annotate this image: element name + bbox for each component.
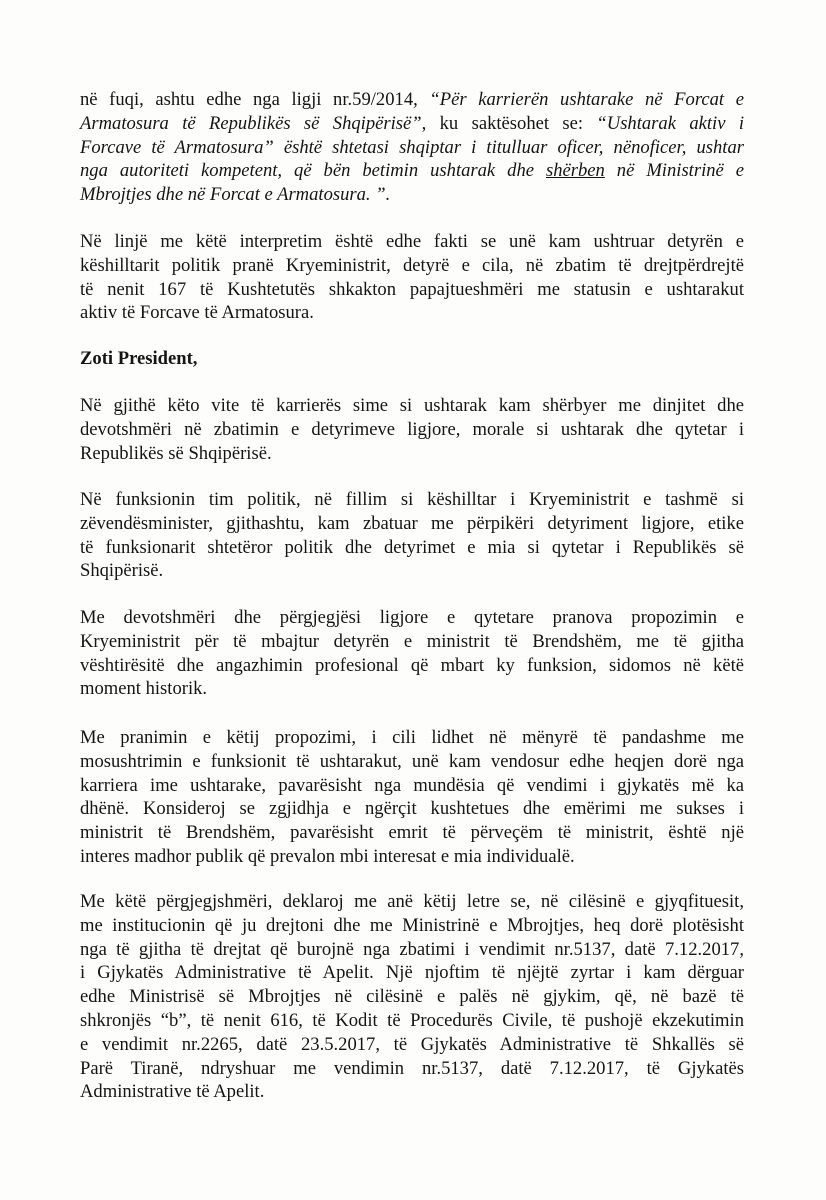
text-line: edhe Ministrisë së Mbrojtjes në cilësinë e palës në gjykim, që, në bazë të <box>80 986 744 1008</box>
text-line: këshilltarit politik pranë Kryeministrit, detyrë e cila, në zbatim të drejtpërdrejtë <box>80 254 744 276</box>
text-line: Në linjë me këtë interpretim është edhe fakti se unë kam ushtruar detyrën e <box>80 231 744 252</box>
text-line: moment historik. <box>80 678 208 700</box>
text-line: i Gjykatës Administrative të Apelit. Një njoftim të njëjtë zyrtar i kam dërguar <box>80 962 744 984</box>
definition-quote-italic: “Ushtarak aktiv i <box>596 112 744 134</box>
text-line: devotshmëri në zbatimin e detyrimeve ligjore, morale si ushtarak dhe qytetar i <box>80 418 744 440</box>
text-line: të nenit 167 të Kushtetutës shkakton papajtueshmëri me statusin e ushtarakut <box>80 278 744 300</box>
paragraph-career <box>80 394 744 465</box>
text-line: vështirësitë dhe angazhimin profesional që mbart ky funksion, sidomos në këtë <box>80 654 744 676</box>
text-run: , ku saktësohet se: <box>421 112 597 134</box>
text-line: dhënë. Konsideroj se zgjidhja e ngërçit kushtetues dhe emërimi me sukses i <box>80 798 744 820</box>
text-run: në fuqi, ashtu edhe nga ligji nr.59/2014, <box>80 89 430 110</box>
text-line: karriera ime ushtarake, pavarësisht nga mundësia që vendimi i gjykatës më ka <box>80 774 744 796</box>
salutation-heading: Zoti President, <box>80 348 198 369</box>
law-title-italic: Armatosura të Republikës së Shqipërisë” <box>80 112 422 134</box>
text-line: Shqipërisë. <box>80 560 164 582</box>
text-line: Në funksionin tim politik, në fillim si këshilltar i Kryeministrit e tashmë si <box>80 489 744 510</box>
text-line: interes madhor publik që prevalon mbi interesat e mia individualë. <box>80 845 575 867</box>
text-line <box>80 112 744 136</box>
text-line: Me devotshmëri dhe përgjegjësi ligjore e qytetare pranova propozimin e <box>80 607 744 628</box>
text-line: të funksionarit shtetëror politik dhe detyrimet e mia si qytetar i Republikës së <box>80 536 744 558</box>
text-line: mosushtrimin e funksionit të ushtarakut, unë kam vendosur edhe heqjen dorë nga <box>80 750 744 772</box>
underlined-word: shërben <box>545 160 605 182</box>
text-line: Me këtë përgjegjshmëri, deklaroj me anë këtij letre se, në cilësinë e gjyqfituesit, <box>80 891 744 912</box>
text-line: nga të gjitha të drejtat që burojnë nga zbatimi i vendimit nr.5137, datë 7.12.2017, <box>80 938 744 960</box>
text-line: Parë Tiranë, ndryshuar me vendimin nr.5137, datë 7.12.2017, të Gjykatës <box>80 1057 744 1079</box>
text-line: shkronjës “b”, të nenit 616, të Kodit të Procedurës Civile, të pushojë ekzekutimin <box>80 1009 744 1031</box>
text-line: Kryeministrit për të mbajtur detyrën e ministrit të Brendshëm, me të gjitha <box>80 630 744 652</box>
paragraph-political-function <box>80 488 744 583</box>
text-line: Republikës së Shqipërisë. <box>80 442 272 464</box>
text-line: Me pranimin e këtij propozimi, i cili lidhet në mënyrë të pandashme me <box>80 727 744 748</box>
text-line: ministrit të Brendshëm, pavarësisht emrit të përveçëm të ministrit, është një <box>80 822 744 844</box>
paragraph-decision <box>80 726 744 869</box>
definition-quote-line: Mbrojtjes dhe në Forcat e Armatosura. ”. <box>80 184 391 206</box>
definition-quote-line <box>80 159 744 183</box>
text-line: e vendimit nr.2265, datë 23.5.2017, të Gjykatës Administrative të Shkallës së <box>80 1033 744 1055</box>
text-line: Administrative të Apelit. <box>80 1081 265 1103</box>
text-line: me institucionin që ju drejtoni dhe me Ministrinë e Mbrojtjes, heq dorë plotësisht <box>80 914 744 936</box>
text-line: zëvendësminister, gjithashtu, kam zbatuar me përpikëri detyriment ligjore, etike <box>80 512 744 534</box>
paragraph-acceptance <box>80 606 744 701</box>
definition-quote-line: Forcave të Armatosura” është shtetasi shqiptar i titulluar oficer, nënoficer, ushtar <box>80 136 744 158</box>
text-line: aktiv të Forcave të Armatosura. <box>80 302 314 324</box>
text-line <box>80 88 744 112</box>
paragraph-declaration <box>80 890 744 1104</box>
paragraph-law-quote <box>80 88 744 207</box>
paragraph-interpretation <box>80 230 744 325</box>
text-line: Në gjithë këto vite të karrierës sime si ushtarak kam shërbyer me dinjitet dhe <box>80 395 744 416</box>
text-run: nga autoriteti kompetent, që bën betimin ushtarak dhe <box>80 160 546 182</box>
law-title-italic: “Për karrierën ushtarake në Forcat e <box>429 89 744 110</box>
text-run: në Ministrinë e <box>604 160 745 182</box>
